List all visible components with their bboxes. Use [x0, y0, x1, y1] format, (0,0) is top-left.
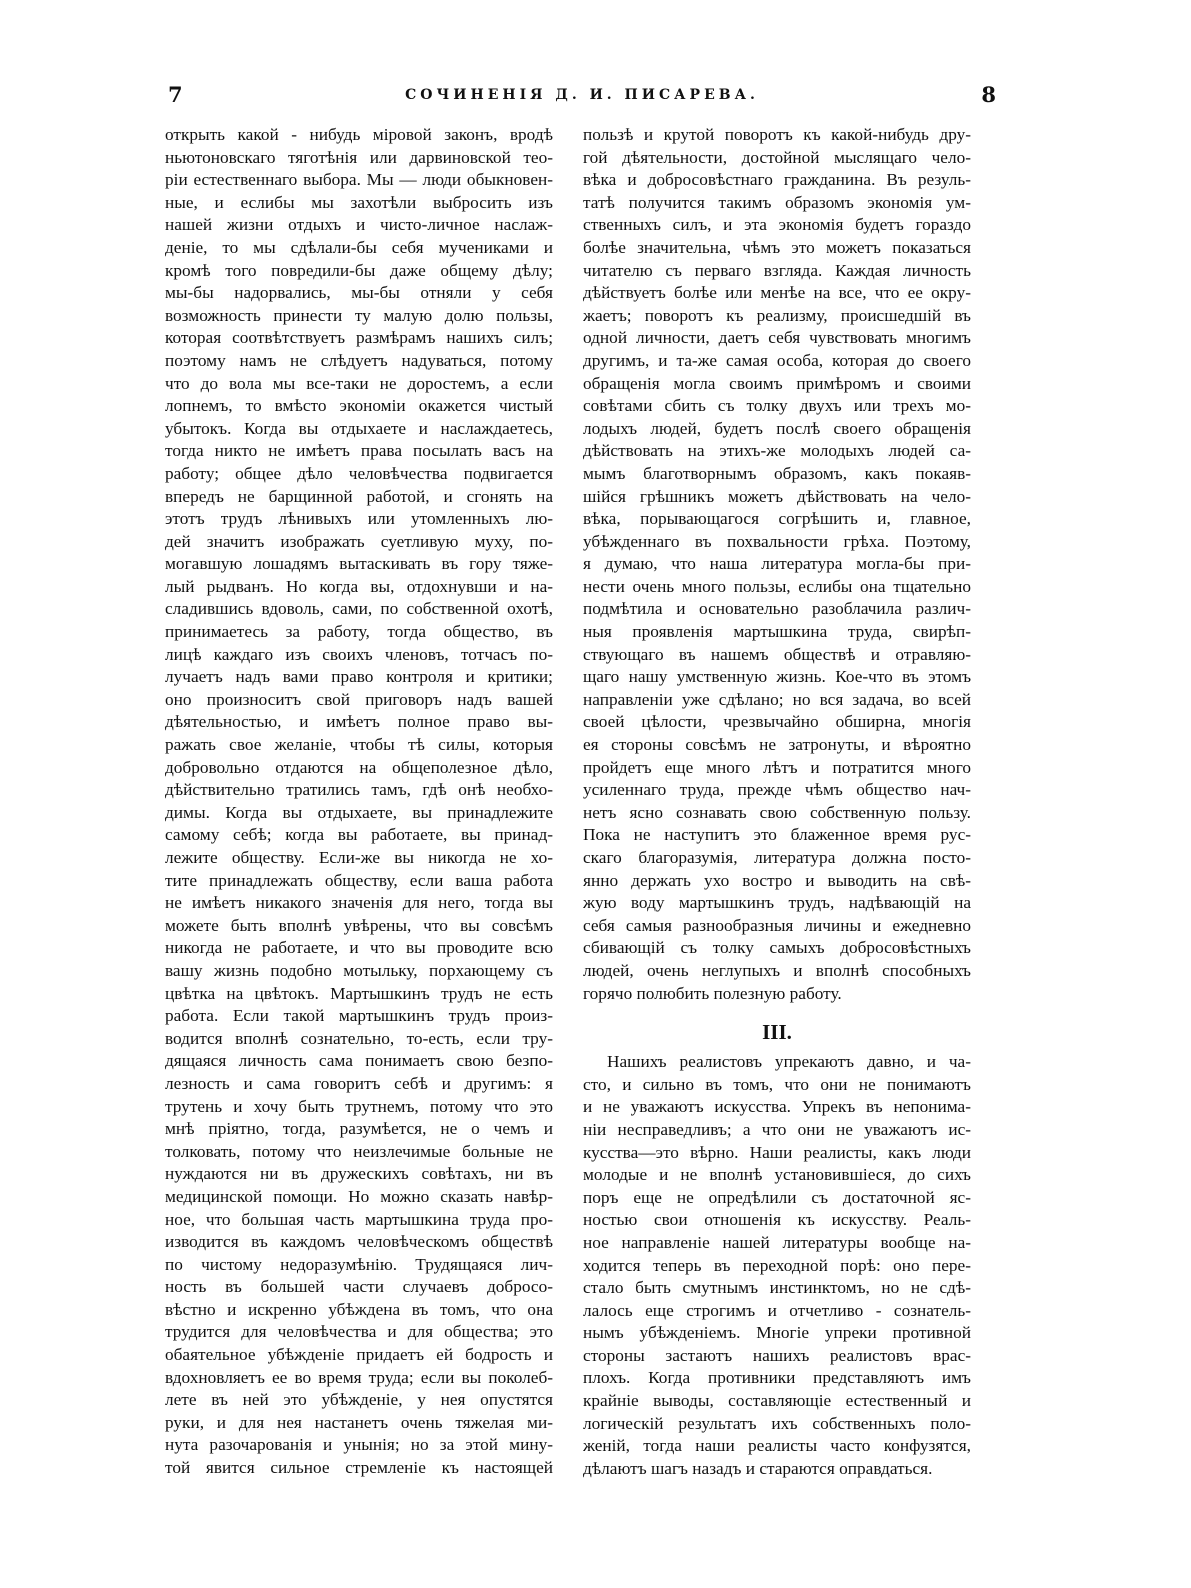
text-line: тогда никто не имѣетъ права посылать васъ на: [165, 441, 553, 461]
text-line: дящаяся личность сама понимаетъ свою безпо-: [165, 1051, 553, 1071]
text-line: вдохновляетъ ее во время труда; если вы поколеб-: [165, 1367, 553, 1387]
text-line: лете въ ней это убѣжденіе, у нея опустятся: [165, 1390, 553, 1410]
text-line: впередъ не барщинной работой, и сгонять на: [165, 486, 553, 506]
text-line: обращенія могла своимъ примѣромъ и своими: [583, 373, 971, 393]
left-text-column: [165, 124, 553, 1480]
text-line: лицѣ каждаго изъ своихъ членовъ, тотчасъ по-: [165, 644, 553, 664]
text-line: толковать, потому что неизлечимые больные не: [165, 1141, 553, 1161]
text-line: лалось еще строгимъ и отчетливо - сознатель-: [583, 1300, 971, 1320]
page-number-left: 7: [168, 82, 183, 107]
text-line: мнѣ пріятно, тогда, разумѣется, не о чемъ и: [165, 1119, 553, 1139]
text-line: водится вполнѣ сознательно, то-есть, если тру-: [165, 1028, 553, 1048]
text-line: я думаю, что наша литература могла-бы при-: [583, 554, 971, 574]
text-line: пользѣ и крутой поворотъ къ какой-нибудь дру-: [583, 125, 971, 144]
text-line: димы. Когда вы отдыхаете, вы принадлежите: [165, 802, 553, 822]
text-line: ное направленіе нашей литературы вообще на-: [583, 1232, 971, 1252]
text-line: горячо полюбить полезную работу.: [583, 983, 842, 1003]
text-line: руки, и для нея настанетъ очень тяжелая ми-: [165, 1412, 553, 1432]
text-line: поръ еще не опредѣлили съ достаточной яс-: [583, 1187, 971, 1207]
text-line: что до вола мы все-таки не доростемъ, а если: [165, 373, 553, 393]
section-heading: III.: [762, 1020, 792, 1045]
text-line: жую воду мартышкинъ трудъ, надѣвающій на: [583, 893, 971, 913]
text-line: сбивающій съ толку самыхъ добросовѣстныхъ: [583, 938, 971, 958]
text-line: ствующаго въ нашемъ обществѣ и отравляю-: [583, 644, 971, 664]
text-line: нашей жизни отдыхъ и чисто-личное наслаж-: [165, 215, 553, 235]
text-line: возможность принести ту малую долю пользы,: [165, 305, 553, 325]
text-line: щаго нашу умственную жизнь. Кое-что въ этомъ: [583, 667, 971, 687]
text-line: татѣ получится такимъ образомъ экономія ум-: [583, 192, 971, 212]
text-line: добровольно отдаются на общеполезное дѣло,: [165, 757, 553, 777]
text-line: ныя проявленія мартышкина труда, свирѣп-: [583, 622, 971, 642]
text-line: поэтому намъ не слѣдуетъ надуваться, потому: [165, 350, 553, 370]
text-line: одной личности, даетъ себя чувствовать многимъ: [583, 328, 971, 348]
text-line: мымъ благотворнымъ образомъ, какъ покаяв-: [583, 463, 971, 483]
text-line: дѣйствительно тратились тамъ, гдѣ онѣ необхо-: [165, 780, 553, 800]
text-line: пройдетъ еще много лѣтъ и потратится много: [583, 757, 971, 777]
text-line: ражать свое желаніе, чтобы тѣ силы, которыя: [165, 735, 553, 755]
text-line: ея стороны совсѣмъ не затронуты, и вѣроятно: [583, 735, 971, 755]
text-line: принимаетесь за работу, тогда общество, въ: [165, 622, 553, 642]
text-line: цвѣтка на цвѣтокъ. Мартышкинъ трудъ не есть: [165, 983, 553, 1003]
text-line: нести очень много пользы, еслибы она тщательно: [583, 576, 971, 596]
text-line: нуждаются ни въ дружескихъ совѣтахъ, ни въ: [165, 1164, 553, 1184]
text-line: дѣйствуетъ болѣе или менѣе на все, что ее окру-: [583, 283, 971, 303]
text-line: дей значитъ изображать суетливую муху, по-: [165, 531, 553, 551]
text-line: читателю съ перваго взгляда. Каждая личность: [583, 260, 971, 280]
text-line: стало быть смутнымъ инстинктомъ, но не сдѣ-: [583, 1278, 971, 1298]
text-line: той явится сильное стремленіе къ настоящей: [165, 1458, 553, 1478]
text-line: лопнемъ, то вмѣсто экономіи окажется чистый: [165, 396, 553, 416]
text-line: молодые и не вполнѣ установившіеся, до сихъ: [583, 1165, 971, 1185]
text-line: нымъ убѣжденіемъ. Многіе упреки противной: [583, 1323, 971, 1343]
text-line: трудится для человѣчества и для общества; это: [165, 1322, 553, 1342]
text-line: лый рыдванъ. Но когда вы, отдохнувши и на-: [165, 576, 553, 596]
running-title: СОЧИНЕНІЯ Д. И. ПИСАРЕВА.: [405, 87, 759, 103]
text-line: другимъ, и та-же самая особа, которая до своего: [583, 350, 971, 370]
text-line: ные, и еслибы мы захотѣли выбросить изъ: [165, 192, 553, 212]
text-line: работу; общее дѣло человѣчества подвигается: [165, 463, 553, 483]
text-line: стороны застаютъ нашихъ реалистовъ врас-: [583, 1345, 971, 1365]
text-line: нетъ ясно сознавать свою собственную пользу.: [583, 802, 971, 822]
text-line: ніи несправедливъ; а что они не уважаютъ ис-: [583, 1119, 971, 1139]
text-line: самому себѣ; когда вы работаете, вы принад-: [165, 825, 553, 845]
text-line: обаятельное убѣжденіе придаетъ ей бодрость и: [165, 1345, 553, 1365]
text-line: никогда не работаете, и что вы проводите всю: [165, 938, 553, 958]
text-line: убытокъ. Когда вы отдыхаете и наслаждаетесь,: [165, 418, 553, 438]
text-line: открыть какой - нибудь міровой законъ, вродѣ: [165, 125, 553, 144]
text-line: по чистому недоразумѣнію. Трудящаяся лич-: [165, 1254, 553, 1274]
text-line: могавшую лошадямъ вытаскивать въ гору тяже-: [165, 554, 553, 574]
text-line: Пока не наступитъ это блаженное время рус-: [583, 825, 971, 845]
text-line: болѣе значительна, чѣмъ это можетъ показаться: [583, 237, 971, 257]
right-text-column: [583, 124, 971, 1480]
text-line: крайніе выводы, составляющіе естественный и: [583, 1391, 971, 1411]
text-line: дѣятельностью, и имѣетъ полное право вы-: [165, 712, 553, 732]
text-line: этотъ трудъ лѣнивыхъ или утомленныхъ лю-: [165, 509, 553, 529]
text-line: логическій результатъ ихъ собственныхъ поло-: [583, 1413, 971, 1433]
text-line: скаго благоразумія, литература должна посто-: [583, 848, 971, 867]
text-line: подмѣтила и основательно разоблачила различ-: [583, 599, 971, 619]
text-line: жаетъ; поворотъ къ реализму, происшедшій въ: [583, 305, 971, 325]
text-line: и не уважаютъ искусства. Упрекъ въ непонима-: [583, 1097, 971, 1117]
text-line: вѣка, порывающагося согрѣшить и, главное,: [583, 509, 971, 529]
text-line: работа. Если такой мартышкинъ трудъ произ-: [165, 1006, 553, 1026]
text-line: вашу жизнь подобно мотыльку, порхающему съ: [165, 960, 553, 980]
text-line: янно держать ухо востро и выводить на свѣ-: [583, 870, 971, 890]
text-line: себя самыя разнообразныя личины и ежедневно: [583, 915, 971, 935]
text-line: оно произноситъ свой приговоръ надъ вашей: [165, 689, 553, 709]
text-line: ное, что большая часть мартышкина труда про-: [165, 1209, 553, 1229]
text-line: женій, тогда наши реалисты часто конфузятся,: [583, 1436, 971, 1456]
text-line: кусства—это вѣрно. Наши реалисты, какъ люди: [583, 1142, 971, 1162]
text-line: лежите обществу. Если-же вы никогда не хо-: [165, 848, 553, 867]
text-line: не имѣетъ никакого значенія для него, тогда вы: [165, 893, 553, 913]
text-line: нута разочарованія и унынія; но за этой мину-: [165, 1435, 553, 1455]
text-line: совѣтами сбить съ толку двухъ или трехъ мо-: [583, 396, 971, 416]
text-line: сто, и сильно въ томъ, что они не понимаютъ: [583, 1074, 971, 1094]
text-line: Нашихъ реалистовъ упрекаютъ давно, и ча-: [607, 1052, 971, 1072]
text-line: усиленнаго труда, прежде чѣмъ общество нач-: [583, 780, 971, 800]
text-line: убѣжденнаго въ похвальности грѣха. Поэтому,: [583, 531, 971, 551]
text-line: гой дѣятельности, достойной мыслящаго чело-: [583, 147, 971, 167]
text-line: кромѣ того повредили-бы даже общему дѣлу;: [165, 260, 553, 280]
text-line: дѣлаютъ шагъ назадъ и стараются оправдаться.: [583, 1458, 933, 1478]
text-line: лезность и сама говоритъ себѣ и другимъ: я: [165, 1073, 553, 1093]
text-line: своей цѣлости, чрезвычайно обширна, многія: [583, 712, 971, 732]
text-line: ріи естественнаго выбора. Мы — люди обыкновен-: [165, 170, 553, 190]
text-line: мы-бы надорвались, мы-бы отняли у себя: [165, 283, 553, 303]
text-line: лодыхъ людей, будетъ послѣ своего обращенія: [583, 418, 971, 438]
text-line: ность въ большей части случаевъ добросо-: [165, 1277, 553, 1297]
text-line: медицинской помощи. Но можно сказать навѣр-: [165, 1186, 553, 1206]
text-line: ньютоновскаго тяготѣнія или дарвиновской тео-: [165, 147, 553, 167]
text-line: дѣйствовать на этихъ-же молодыхъ людей са-: [583, 441, 971, 461]
text-line: можете быть вполнѣ увѣрены, что вы совсѣмъ: [165, 915, 553, 935]
text-line: тите принадлежать обществу, если ваша работа: [165, 870, 553, 890]
text-line: плохъ. Когда противники представляютъ имъ: [583, 1368, 971, 1388]
text-line: направленіи уже сдѣлано; но вся задача, во всей: [583, 689, 971, 709]
text-line: вѣстно и искренно убѣждена въ томъ, что она: [165, 1299, 553, 1319]
text-line: шійся грѣшникъ можетъ дѣйствовать на чело-: [583, 486, 971, 506]
text-line: людей, очень неглупыхъ и вполнѣ способныхъ: [583, 960, 971, 980]
page-number-right: 8: [981, 82, 996, 107]
text-line: изводится въ каждомъ человѣческомъ обществѣ: [165, 1232, 553, 1252]
text-line: лучаетъ надъ вами право контроля и критики;: [165, 667, 553, 687]
text-line: деніе, то мы сдѣлали-бы себя мучениками и: [165, 237, 553, 257]
text-line: ходится теперь въ переходной порѣ: оно пере-: [583, 1255, 971, 1275]
running-header: [168, 82, 996, 112]
text-line: сладившись вдоволь, сами, по собственной охотѣ,: [165, 599, 553, 619]
text-line: вѣка и добросовѣстнаго гражданина. Въ резуль-: [583, 170, 971, 190]
text-line: которая соотвѣтствуетъ размѣрамъ нашихъ силъ;: [165, 328, 553, 348]
text-line: трутень и хочу быть трутнемъ, потому что это: [165, 1096, 553, 1116]
text-line: ственныхъ силъ, и эта экономія будетъ гораздо: [583, 215, 971, 235]
text-line: ностью свои отношенія къ искусству. Реаль-: [583, 1210, 971, 1230]
